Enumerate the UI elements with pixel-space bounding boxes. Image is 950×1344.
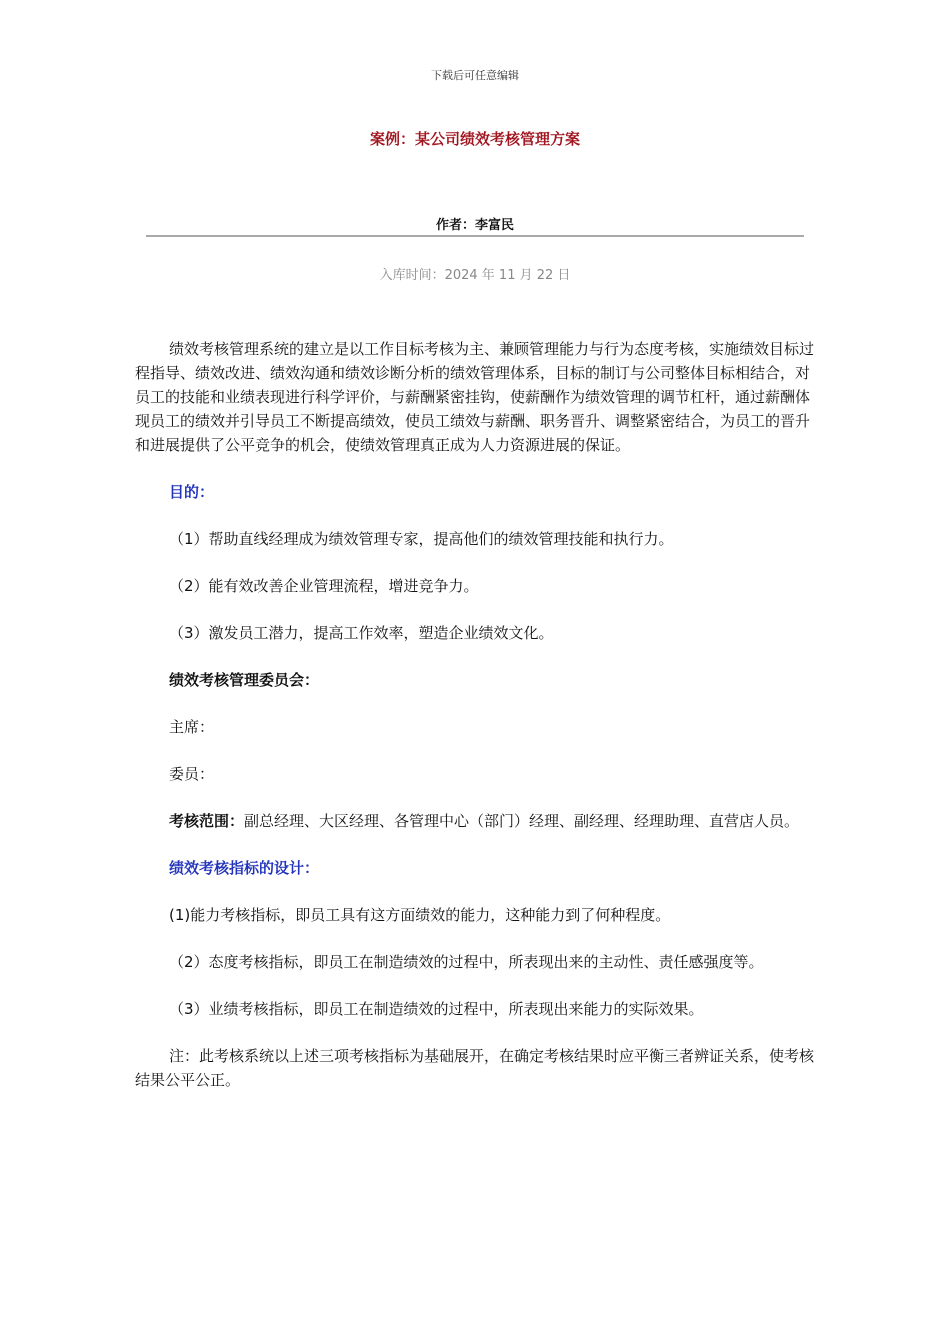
article-body [135,337,815,1115]
scope-label: 考核范围： [169,812,245,830]
indicator-item: （3）业绩考核指标，即员工在制造绩效的过程中，所表现出来能力的实际效果。 [169,1000,704,1018]
chair-line: 主席： [169,718,215,736]
intro-paragraph: 绩效考核管理系统的建立是以工作目标考核为主、兼顾管理能力与行为态度考核，实施绩效目标过程指导、绩效改进、绩效沟通和绩效诊断分析的绩效管理体系，目标的制订与公司整体目标相结合，对员工的技能和业绩表现进行科学评价，与薪酬紧密挂钩，使薪酬作为绩效管理的调节杠杆，通过薪酬体现员工的绩效并引导员工不断提高绩效，使员工绩效与薪酬、职务晋升、调整紧密结合，为员工的晋升和进展提供了公平竞争的机会，使绩效管理真正成为人力资源进展的保证。 [135,340,815,454]
indicator-item: （2）态度考核指标，即员工在制造绩效的过程中，所表现出来的主动性、责任感强度等。 [169,953,764,971]
document-title: 案例：某公司绩效考核管理方案 [369,130,580,148]
archive-date: 入库时间：2024 年 11 月 22 日 [379,268,571,283]
purpose-item: （1）帮助直线经理成为绩效管理专家，提高他们的绩效管理技能和执行力。 [169,530,674,548]
purpose-item: （2）能有效改善企业管理流程，增进竞争力。 [169,577,479,595]
design-heading: 绩效考核指标的设计： [169,859,320,877]
scope-paragraph [135,809,815,833]
divider [146,235,804,237]
scope-text: 副总经理、大区经理、各管理中心（部门）经理、副经理、经理助理、直营店人员。 [244,812,800,830]
indicator-item: (1)能力考核指标，即员工具有这方面绩效的能力，这种能力到了何种程度。 [169,906,671,924]
download-note: 下载后可任意编辑 [431,69,519,82]
author-line: 作者：李富民 [435,218,514,233]
committee-heading: 绩效考核管理委员会： [169,671,320,689]
note-paragraph: 注：此考核系统以上述三项考核指标为基础展开，在确定考核结果时应平衡三者辨证关系，使考核结果公平公正。 [135,1047,815,1089]
purpose-heading: 目的： [169,483,215,501]
members-line: 委员： [169,765,215,783]
purpose-item: （3）激发员工潜力，提高工作效率，塑造企业绩效文化。 [169,624,554,642]
